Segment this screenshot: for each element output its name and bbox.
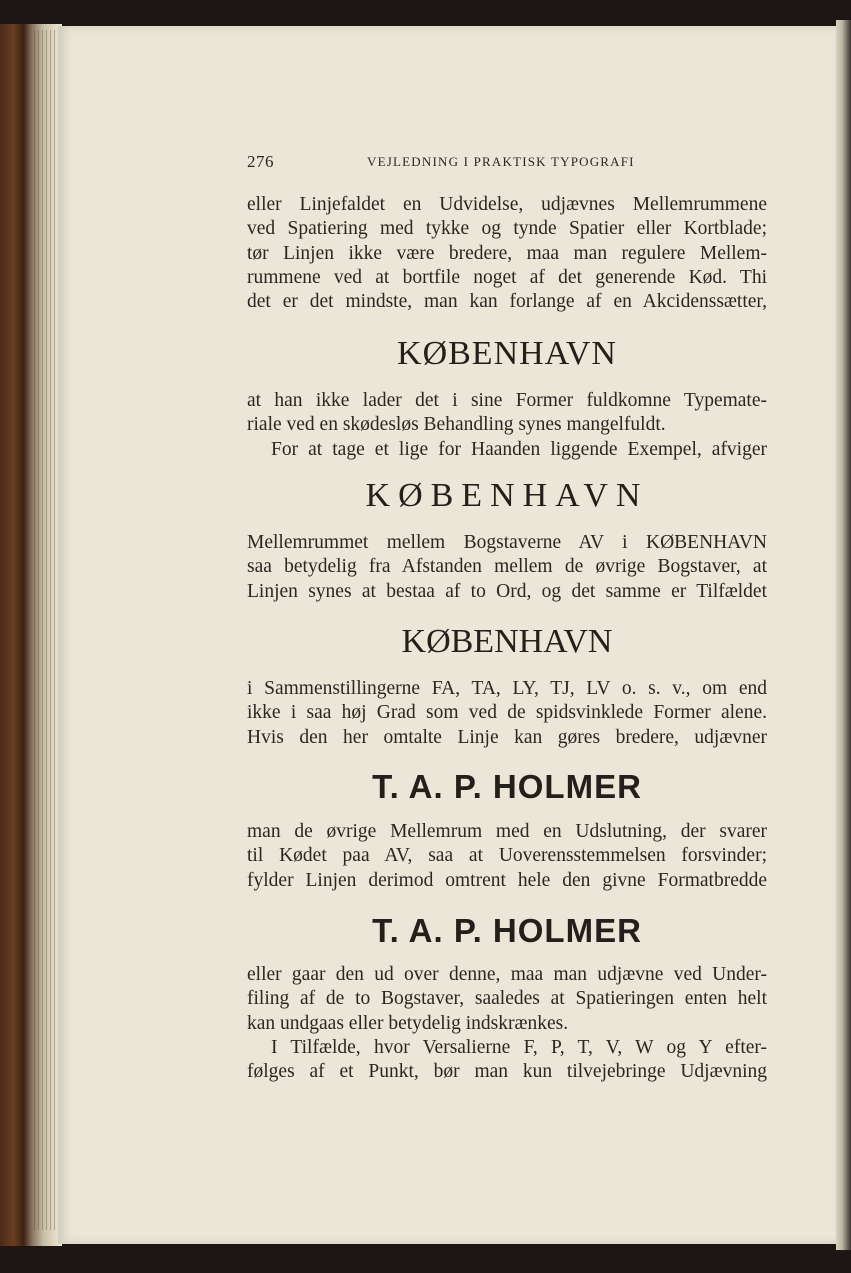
text-line: Hvis den her omtalte Linje kan gøres bredere, udjævner xyxy=(247,726,767,748)
page-stack-edges xyxy=(34,30,58,1230)
book-right-edge xyxy=(836,20,851,1250)
text-line: eller Linjefaldet en Udvidelse, udjævnes Mellemrummene xyxy=(247,194,767,215)
page-header xyxy=(247,150,767,174)
paragraph-4 xyxy=(247,677,767,750)
example-holmer-spaced: T. A. P. HOLMER xyxy=(372,768,642,805)
text-line: fylder Linjen derimod omtrent hele den givne Formatbredde xyxy=(247,869,767,891)
text-line: kan undgaas eller betydelig indskrænkes. xyxy=(247,1012,569,1034)
text-line: følges af et Punkt, bør man kun tilvejebringe Udjævning xyxy=(247,1061,767,1083)
text-line: til Kødet paa AV, saa at Uoverensstemmelsen forsvinder; xyxy=(247,845,767,867)
paragraph-6 xyxy=(247,963,767,1084)
text-line: Linjen synes at bestaa af to Ord, og det samme er Tilfældet xyxy=(247,580,767,602)
example-kobenhavn-normal: KØBENHAVN xyxy=(397,335,617,372)
text-line: ved Spatiering med tykke og tynde Spatier eller Kortblade; xyxy=(247,218,767,240)
example-kobenhavn-kerned: KØBENHAVN xyxy=(401,623,613,660)
text-line: ikke i saa høj Grad som ved de spidsvinklede Former alene. xyxy=(247,702,767,724)
paragraph-3 xyxy=(247,531,767,604)
text-line: filing af de to Bogstaver, saaledes at Spatieringen enten helt xyxy=(247,988,767,1010)
text-line: at han ikke lader det i sine Former fuldkomne Typemate- xyxy=(247,390,767,411)
text-line: i Sammenstillingerne FA, TA, LY, TJ, LV o. s. v., om end xyxy=(247,678,767,699)
text-line: I Tilfælde, hvor Versalierne F, P, T, V, W og Y efter- xyxy=(271,1036,767,1058)
example-kobenhavn-spaced: KØBENHAVN xyxy=(365,477,649,514)
text-line: det er det mindste, man kan forlange af en Akcidenssætter, xyxy=(247,291,767,313)
text-line: riale ved en skødesløs Behandling synes mangelfuldt. xyxy=(247,414,666,436)
running-title: VEJLEDNING I PRAKTISK TYPOGRAFI xyxy=(367,154,635,169)
example-holmer-kerned: T. A. P. HOLMER xyxy=(372,912,642,949)
paragraph-2 xyxy=(247,389,767,462)
text-line: Mellemrummet mellem Bogstaverne AV i KØBENHAVN xyxy=(247,532,767,553)
text-line: saa betydelig fra Afstanden mellem de øvrige Bogstaver, at xyxy=(247,556,767,578)
text-line: man de øvrige Mellemrum med en Udslutning, der svarer xyxy=(247,821,767,842)
text-line: eller gaar den ud over denne, maa man udjævne ved Under- xyxy=(247,964,767,985)
paragraph-1 xyxy=(247,193,767,314)
text-line: For at tage et lige for Haanden liggende Exempel, afviger xyxy=(271,438,767,460)
text-line: rummene ved at bortfile noget af det generende Kød. Thi xyxy=(247,266,767,288)
paragraph-5 xyxy=(247,820,767,893)
page-number: 276 xyxy=(247,152,274,171)
text-line: tør Linjen ikke være bredere, maa man regulere Mellem- xyxy=(247,242,767,264)
